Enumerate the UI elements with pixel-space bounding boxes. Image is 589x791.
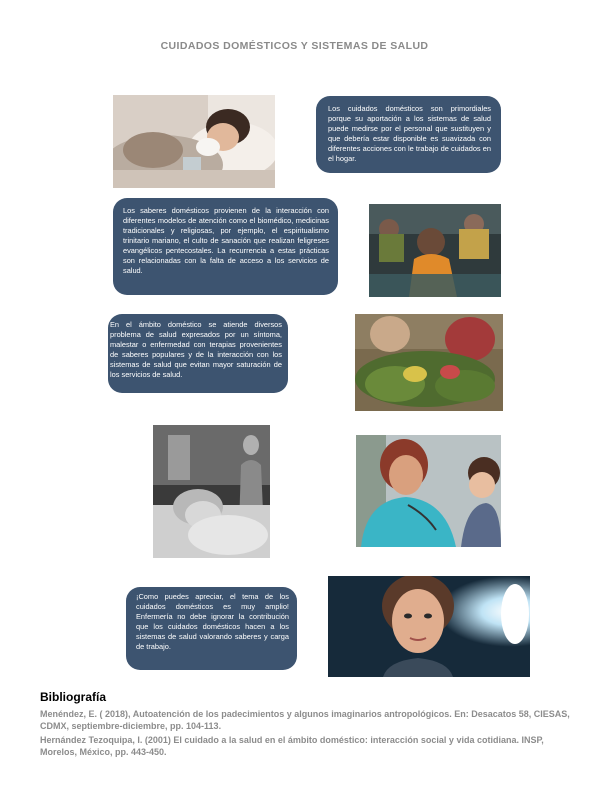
info-card-1 xyxy=(316,96,501,173)
info-card-4 xyxy=(126,587,297,670)
healing-ritual-photo xyxy=(369,204,501,297)
bibliography-entry: Hernández Tezoquipa, I. (2001) El cuidado a la salud en el ámbito doméstico: interacción social y vida cotidiana. INSP, Morelos, México, pp. 443-450. xyxy=(40,735,544,757)
woman-light-photo xyxy=(328,576,530,677)
info-card-2 xyxy=(113,198,338,295)
bibliography-entry: Menéndez, E. ( 2018), Autoatención de los padecimientos y algunos imaginarios antropológicos. En: Desacatos 58, CIESAS, CDMX, septiembre-diciembre, pp. 104-113. xyxy=(40,709,570,731)
herbs-market-photo xyxy=(355,314,503,411)
info-card-3 xyxy=(108,314,288,393)
sick-woman-photo xyxy=(113,95,275,188)
info-card-text: Los saberes domésticos provienen de la interacción con diferentes modelos de atención como el biomédico, medicinas tradicionales y religiosas, por ejemplo, el espiritualismo trinitario mariano, el culto de sanación que realizan feligreses evangélicos pentecostales. La recurrencia a estas prácticas son relacionadas con la falta de acceso a los servicios de salud. xyxy=(123,206,329,275)
info-card-text: Los cuidados domésticos son primordiales porque su aportación a los sistemas de salud puede medirse por el personal que sustituyen y que debería estar disponible es suavizada con diferentes acciones con le trabajo de cuidados en el hogar. xyxy=(328,104,491,163)
info-card-text: En el ámbito doméstico se atiende diversos problema de salud expresados por un síntoma, malestar o enfermedad con terapias provenientes de saberes populares y de la interacción con los sistemas de salud que evitan mayor saturación de los servicios de salud. xyxy=(110,320,282,379)
page-title: CUIDADOS DOMÉSTICOS Y SISTEMAS DE SALUD xyxy=(160,40,429,52)
info-card-text: ¡Como puedes apreciar, el tema de los cuidados domésticos es muy amplio! Enfermería no debe ignorar la contribución que los cuidados domésticos hacen a los sistemas de salud valorando saberes y carga de trabajo. xyxy=(136,592,289,651)
bibliography-heading: Bibliografía xyxy=(40,690,107,704)
elderly-bed-photo xyxy=(153,425,270,558)
nurse-child-photo xyxy=(356,435,501,547)
